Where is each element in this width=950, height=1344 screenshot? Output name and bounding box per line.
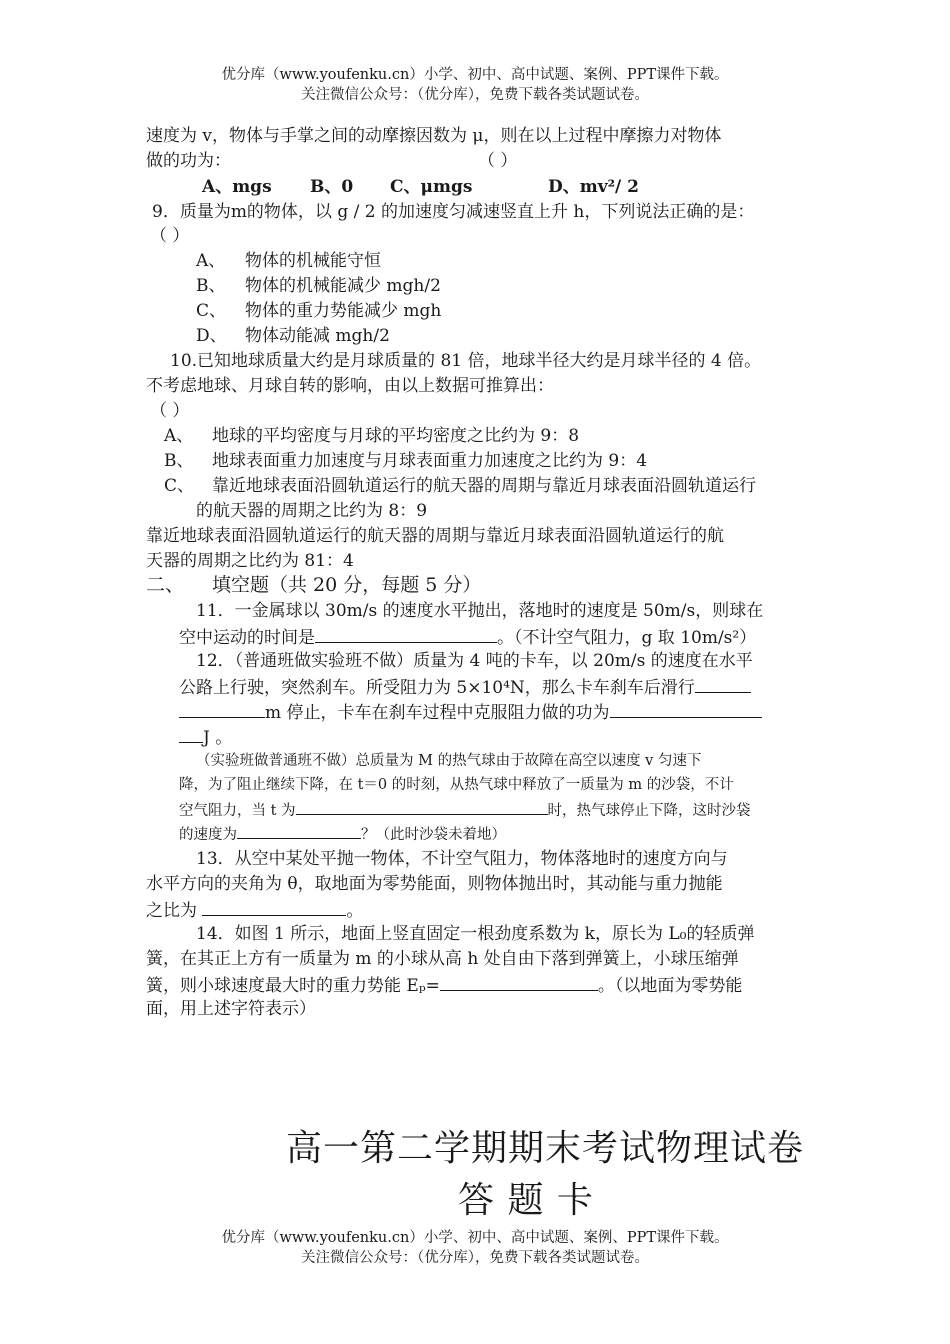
q10-option-b-label: B、 [164, 451, 194, 471]
q10-line-2: 不考虑地球、月球自转的影响，由以上数据可推算出： [146, 376, 554, 396]
q9-option-a-label: A、 [196, 251, 226, 271]
q10-option-c-text-2: 的航天器的周期之比约为 8：9 [196, 501, 428, 521]
q14-line-2: 簧，在其正上方有一质量为 m 的小球从高 h 处自由下落到弹簧上，小球压缩弹 [146, 949, 739, 969]
q10-option-d-text-2: 天器的周期之比约为 81：4 [146, 551, 354, 571]
q11-line-2-start: 空中运动的时间是 [179, 628, 315, 648]
q8-line-1: 速度为 v，物体与手掌之间的动摩擦因数为 μ，则在以上过程中摩擦力对物体 [146, 126, 722, 146]
q13-line-3 [146, 897, 363, 923]
q8-paren: （ ） [478, 151, 518, 171]
q14-energy-blank[interactable] [440, 972, 598, 991]
footer-line-1: 优分库（www.youfenku.cn）小学、初中、高中试题、案例、PPT课件下载。 [221, 1230, 729, 1246]
q8-option-a: A、mgs [202, 177, 272, 197]
q14-line-4: 面，用上述字符表示） [146, 999, 316, 1019]
q14-line-3 [146, 972, 742, 998]
q12-exp-time-blank[interactable] [296, 798, 548, 815]
q10-option-a-text: 地球的平均密度与月球的平均密度之比约为 9：8 [212, 426, 580, 446]
q13-line-1: 13．从空中某处平抛一物体，不计空气阻力，物体落地时的速度方向与 [196, 849, 728, 869]
q8-option-b: B、0 [310, 177, 354, 197]
q12-work-blank-part-1[interactable] [610, 699, 762, 718]
q11-answer-blank[interactable] [315, 624, 497, 643]
q14-line-3-end: 。（以地面为零势能 [597, 976, 743, 996]
q11-line-1: 11．一金属球以 30m/s 的速度水平抛出，落地时的速度是 50m/s，则球在 [196, 601, 764, 621]
answer-card-subtitle: 答 题 卡 [458, 1180, 594, 1221]
footer-line-2: 关注微信公众号：（优分库），免费下载各类试题试卷。 [301, 1250, 649, 1266]
q12-exp-line-3 [179, 798, 751, 822]
q10-option-b-text: 地球表面重力加速度与月球表面重力加速度之比约为 9：4 [212, 451, 648, 471]
section-2-number: 二、 [146, 574, 185, 596]
q9-option-c-text: 物体的重力势能减少 mgh [245, 301, 442, 321]
q12-line-4 [179, 724, 232, 750]
q12-line-2 [179, 674, 751, 700]
q9-option-a-text: 物体的机械能守恒 [245, 251, 381, 271]
q8-line-2: 做的功为： [146, 151, 231, 171]
header-line-2: 关注微信公众号：（优分库），免费下载各类试题试卷。 [301, 87, 649, 103]
q12-exp-line-1: （实验班做普通班不做）总质量为 M 的热气球由于故障在高空以速度 v 匀速下 [196, 753, 702, 769]
q9-option-b-text: 物体的机械能减少 mgh/2 [245, 276, 441, 296]
q11-line-2 [179, 624, 756, 650]
q12-exp-velocity-blank[interactable] [237, 822, 361, 839]
q12-exp-line-3-start: 空气阻力，当 t 为 [179, 803, 296, 819]
q9-option-d-text: 物体动能减 mgh/2 [245, 326, 390, 346]
q8-option-d: D、mv²/ 2 [548, 177, 640, 197]
q10-option-d-text-1: 靠近地球表面沿圆轨道运行的航天器的周期与靠近月球表面沿圆轨道运行的航 [146, 526, 724, 546]
q12-exp-line-4-start: 的速度为 [179, 827, 237, 843]
q13-ratio-blank[interactable] [202, 897, 346, 916]
q14-line-1: 14．如图 1 所示，地面上竖直固定一根劲度系数为 k，原长为 L₀的轻质弹 [196, 924, 755, 944]
q10-paren: （ ） [150, 401, 190, 421]
q12-distance-blank-part-1[interactable] [695, 674, 751, 693]
q9-paren: （ ） [150, 226, 190, 246]
q14-line-3-start: 簧，则小球速度最大时的重力势能 Eₚ= [146, 976, 440, 996]
q8-option-c: C、μmgs [390, 177, 473, 197]
q9-option-d-label: D、 [196, 326, 227, 346]
q13-line-3-end: 。 [346, 901, 364, 921]
q12-line-3-text: m 停止，卡车在刹车过程中克服阻力做的功为 [265, 703, 610, 723]
answer-card-title: 高一第二学期期末考试物理试卷 [286, 1128, 805, 1169]
q12-line-4-text: J 。 [203, 728, 233, 748]
q9-stem: 9．质量为m的物体，以 g / 2 的加速度匀减速竖直上升 h，下列说法正确的是： [152, 202, 755, 222]
q9-option-c-label: C、 [196, 301, 227, 321]
q11-line-2-end: 。（不计空气阻力，g 取 10m/s²） [497, 628, 757, 648]
q12-exp-line-2: 降，为了阻止继续下降，在 t＝0 的时刻，从热气球中释放了一质量为 m 的沙袋，不计 [179, 777, 734, 793]
q12-work-blank-part-2[interactable] [179, 724, 203, 743]
q12-line-3 [179, 699, 762, 725]
q12-line-1: 12．（普通班做实验班不做）质量为 4 吨的卡车，以 20m/s 的速度在水平 [196, 651, 753, 671]
q9-option-b-label: B、 [196, 276, 226, 296]
q12-distance-blank-part-2[interactable] [179, 699, 265, 718]
header-line-1: 优分库（www.youfenku.cn）小学、初中、高中试题、案例、PPT课件下载。 [221, 67, 729, 83]
q13-line-2: 水平方向的夹角为 θ，取地面为零势能面，则物体抛出时，其动能与重力抛能 [146, 874, 723, 894]
q10-option-c-label: C、 [164, 476, 195, 496]
q12-exp-line-4-end: ？（此时沙袋未着地） [361, 827, 506, 843]
q10-option-c-text-1: 靠近地球表面沿圆轨道运行的航天器的周期与靠近月球表面沿圆轨道运行 [212, 476, 756, 496]
q12-line-2-text: 公路上行驶，突然刹车。所受阻力为 5×10⁴N，那么卡车刹车后滑行 [179, 678, 695, 698]
section-2-title: 填空题（共 20 分，每题 5 分） [212, 574, 482, 596]
q10-option-a-label: A、 [164, 426, 194, 446]
q10-stem: 10.已知地球质量大约是月球质量的 81 倍，地球半径大约是月球半径的 4 倍。 [170, 351, 762, 371]
q12-exp-line-4 [179, 822, 506, 846]
q12-exp-line-3-end: 时，热气球停止下降，这时沙袋 [547, 803, 751, 819]
q13-line-3-start: 之比为 [146, 901, 197, 921]
